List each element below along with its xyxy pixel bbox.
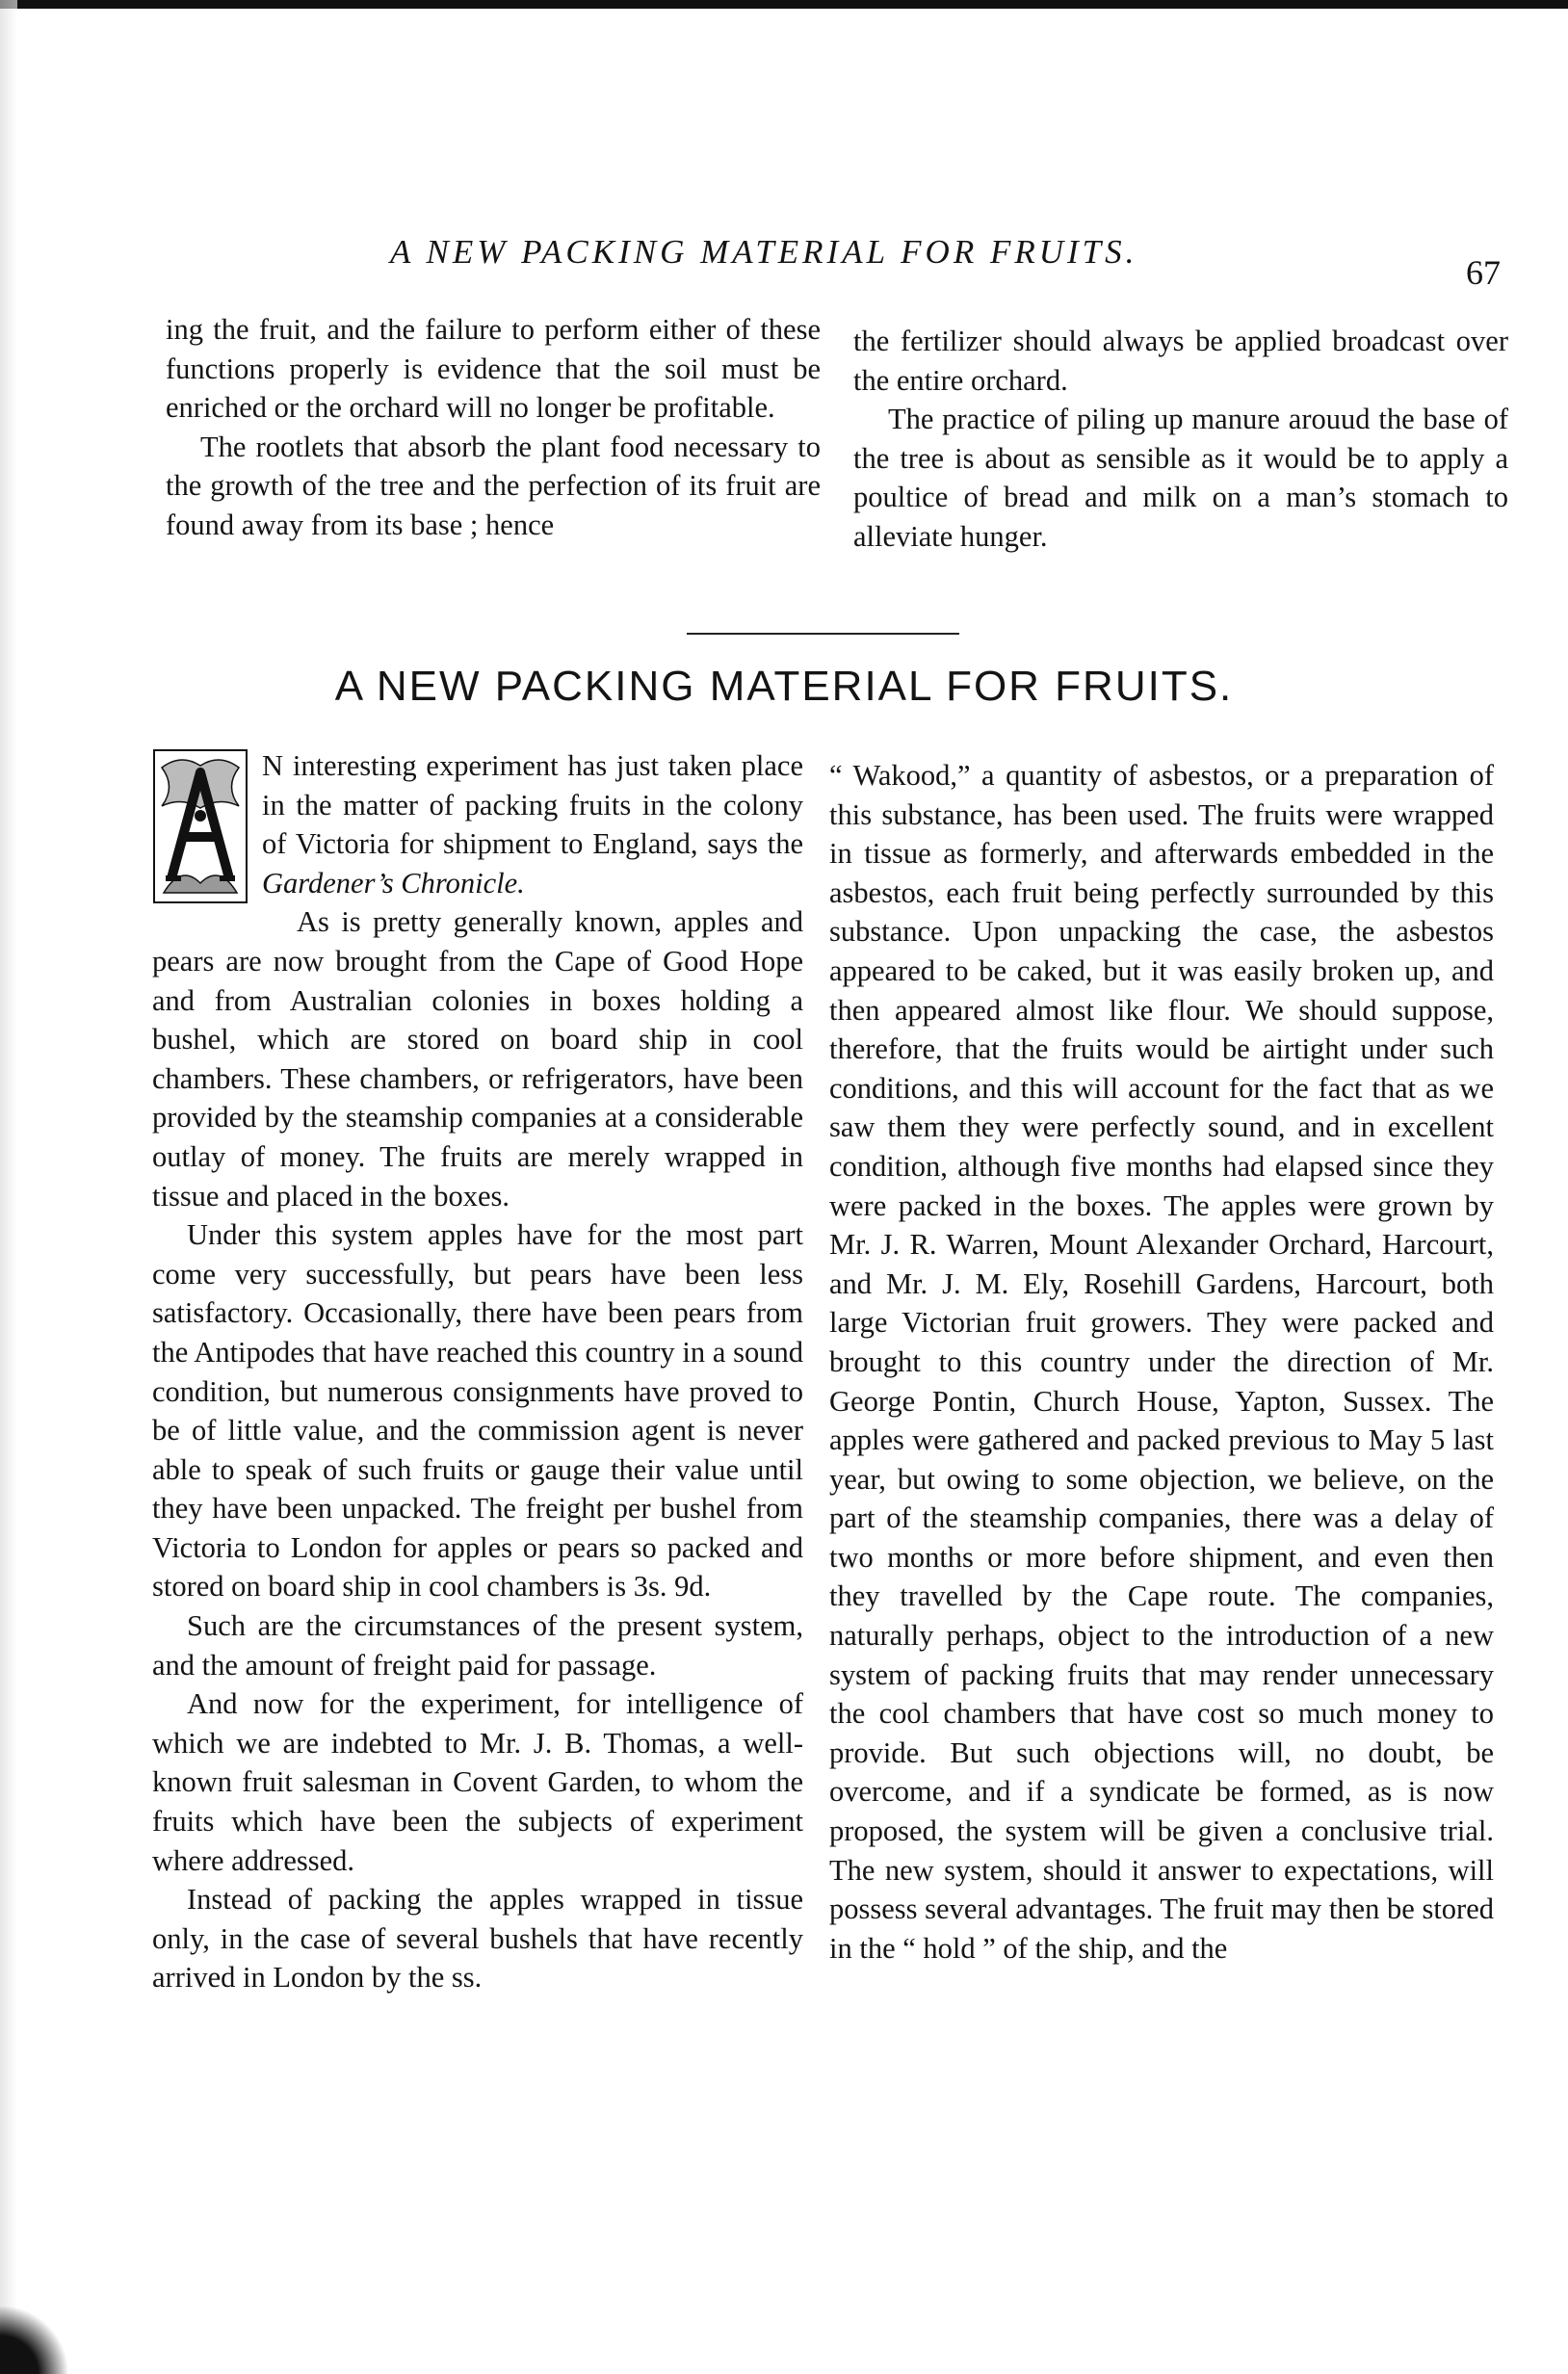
paragraph: As is pretty generally known, apples and pears are now brought from the Cape of Good Hope and from Australian colonies in boxes holding a bushel, which are stored on board ship in cool chambers. These chambers, or refrigerators, have been provided by the steamship companies at a considerable outlay of money. The fruits are merely wrapped in tissue and placed in the boxes. — [152, 905, 803, 1213]
page-number: 67 — [1466, 253, 1501, 292]
first-paragraph-text: N interesting experiment has just taken place in the matter of packing fruits in the colony of Victoria for shipment to England, says the — [262, 749, 803, 861]
page-edge-shadow — [0, 0, 17, 2374]
paragraph: the fertilizer should always be applied broadcast over the entire orchard. — [853, 325, 1508, 397]
previous-article-right-column — [853, 322, 1508, 557]
paragraph: “ Wakood,” a quantity of asbestos, or a preparation of this substance, has been used. The fruits were wrapped in tissue as formerly, and afterwards embedded in the asbestos, each fruit being perfectly surrounded by this substance. Upon unpacking the case, the asbestos appeared to be caked, but it was easily broken up, and then appeared almost like flour. We should suppose, therefore, that the fruits would be airtight under such conditions, and this will account for the fact that as we saw them they were perfectly sound, and in excellent condition, although five months had elapsed since they were packed in the boxes. The apples were grown by Mr. J. R. Warren, Mount Alexander Orchard, Harcourt, and Mr. J. M. Ely, Rosehill Gardens, Harcourt, both large Victorian fruit growers. They were packed and brought to this country under the direction of Mr. George Pontin, Church House, Yapton, Sussex. The apples were gathered and packed previous to May 5 last year, but owing to some objection, we believe, on the part of the steamship companies, there was a delay of two months or more before shipment, and even then they travelled by the Cape route. The companies, naturally perhaps, object to the introduction of a new system of packing fruits that may render unnecessary the cool chambers that have cost so much money to provide. But such objections will, no doubt, be overcome, and if a syndicate be formed, as is now proposed, the system will be given a conclusive trial. The new system, should it answer to expectations, will possess several advantages. The fruit may then be stored in the “ hold ” of the ship, and the — [829, 759, 1494, 1965]
scan-corner-shadow — [0, 2307, 67, 2374]
running-head: A NEW PACKING MATERIAL FOR FRUITS. — [390, 233, 1138, 271]
paragraph: Such are the circumstances of the present system, and the amount of freight paid for passage. — [152, 1609, 803, 1682]
article-left-column — [152, 746, 803, 1997]
paragraph: Instead of packing the apples wrapped in tissue only, in the case of several bushels that have recently arrived in London by the ss. — [152, 1883, 803, 1995]
paragraph: ing the fruit, and the failure to perform either of these functions properly is evidence that the soil must be enriched or the orchard will no longer be profitable. — [166, 313, 821, 425]
top-border-rule — [0, 0, 1568, 9]
paragraph: Under this system apples have for the most part come very successfully, but pears have been less satisfactory. Occasionally, there have been pears from the Antipodes that have reached this country in a sound condition, but numerous consignments have proved to be of little value, and the commission agent is never able to speak of such fruits or gauge their value until they have been unpacked. The freight per bushel from Victoria to London for apples or pears so packed and stored on board ship in cool chambers is 3s. 9d. — [152, 1218, 803, 1604]
paragraph: The practice of piling up manure arouud the base of the tree is about as sensible as it would be to apply a poultice of bread and milk on a man’s stomach to alleviate hunger. — [853, 403, 1508, 553]
article-right-column — [829, 756, 1494, 1968]
section-divider — [687, 633, 959, 635]
paragraph: The rootlets that absorb the plant food necessary to the growth of the tree and the perfection of its fruit are found away from its base ; hence — [166, 430, 821, 541]
first-paragraph — [152, 746, 803, 902]
article-title: A NEW PACKING MATERIAL FOR FRUITS. — [334, 663, 1234, 710]
previous-article-left-column — [166, 310, 821, 545]
ornamental-drop-cap-icon — [152, 748, 248, 904]
paragraph: And now for the experiment, for intelligence of which we are indebted to Mr. J. B. Thomas, a well-known fruit salesman in Covent Garden, to whom the fruits which have been the subjects of experiment where addressed. — [152, 1687, 803, 1877]
source-citation: Gardener’s Chronicle. — [262, 866, 525, 900]
